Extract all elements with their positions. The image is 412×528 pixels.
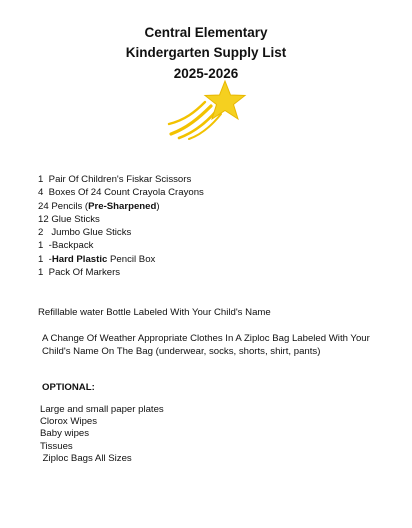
- supply-item-text: 24 Pencils (: [38, 200, 89, 212]
- water-bottle-note: Refillable water Bottle Labeled With Your Child's Name: [38, 307, 271, 318]
- supply-item-text: 1 -: [38, 253, 52, 265]
- supply-item: 2 Jumbo Glue Sticks: [38, 227, 132, 239]
- optional-heading: OPTIONAL:: [42, 382, 95, 393]
- optional-item: Baby wipes: [40, 428, 90, 440]
- star-trail-3: [169, 102, 205, 124]
- supply-item-emphasis: Hard Plastic: [51, 253, 108, 265]
- supply-items: [38, 173, 204, 279]
- supply-item-text: ): [156, 200, 160, 212]
- supply-item: [38, 253, 204, 266]
- star-trail-4: [189, 114, 221, 139]
- school-name: Central Elementary: [144, 25, 268, 40]
- supply-item: 4 Boxes Of 24 Count Crayola Crayons: [38, 187, 204, 199]
- clothes-note: A Change Of Weather Appropriate Clothes In A Ziploc Bag Labeled With Your Child's Name On The Bag (underwear, socks, shorts, shirt, pants): [42, 333, 370, 357]
- optional-items: [40, 404, 164, 465]
- optional-item: Ziploc Bags All Sizes: [40, 452, 132, 464]
- supply-item: 1 Pair Of Children's Fiskar Scissors: [38, 174, 192, 185]
- supply-item-emphasis: Pre-Sharpened: [88, 200, 157, 212]
- optional-item: Tissues: [40, 440, 73, 452]
- supply-item: 1 -Backpack: [38, 240, 94, 252]
- optional-item: Large and small paper plates: [40, 404, 164, 415]
- school-year: 2025-2026: [173, 66, 239, 81]
- shooting-star-icon: [165, 78, 249, 140]
- optional-item: Clorox Wipes: [40, 416, 98, 428]
- supply-item: 1 Pack Of Markers: [38, 267, 121, 279]
- list-title: Kindergarten Supply List: [125, 45, 287, 60]
- supply-item-text: Pencil Box: [107, 253, 156, 265]
- supply-item: [38, 200, 204, 213]
- supply-item: 12 Glue Sticks: [38, 213, 100, 225]
- star-shape: [205, 81, 245, 119]
